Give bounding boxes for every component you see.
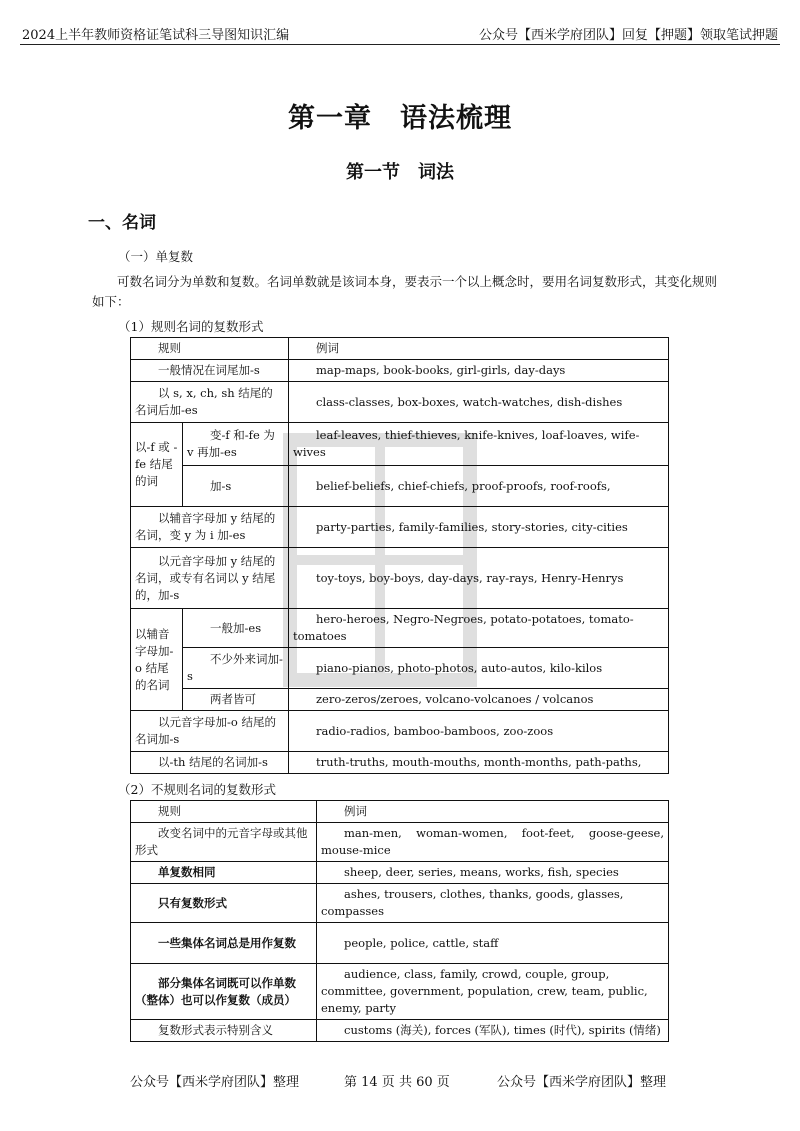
table-row	[131, 609, 669, 648]
example-cell: piano-pianos, photo-photos, auto-autos, kilo-kilos	[289, 648, 669, 689]
regular-plural-table	[130, 337, 669, 774]
page-number: 第 14 页 共 60 页	[344, 1075, 450, 1090]
rule-cell: 改变名词中的元音字母或其他形式	[131, 823, 317, 862]
table-header-row	[131, 801, 669, 823]
rule-cell: 单复数相同	[131, 862, 317, 884]
rule-cell: 加-s	[183, 466, 289, 507]
rule-cell: 不少外来词加-s	[183, 648, 289, 689]
rule-cell: 只有复数形式	[131, 884, 317, 923]
table-row	[131, 423, 669, 466]
rule-cell: 一些集体名词总是用作复数	[131, 923, 317, 964]
table-row	[131, 689, 669, 711]
table-row	[131, 1020, 669, 1042]
table-header-cell: 例词	[317, 801, 669, 823]
table-row	[131, 884, 669, 923]
table2-caption: （2）不规则名词的复数形式	[118, 782, 276, 797]
table-row	[131, 923, 669, 964]
table-row	[131, 548, 669, 609]
example-cell: hero-heroes, Negro-Negroes, potato-potatoes, tomato-tomatoes	[289, 609, 669, 648]
table-row	[131, 964, 669, 1020]
example-cell: truth-truths, mouth-mouths, month-months, path-paths,	[289, 752, 669, 774]
rule-cell: 两者皆可	[183, 689, 289, 711]
example-cell: zero-zeros/zeroes, volcano-volcanoes / volcanos	[289, 689, 669, 711]
example-cell: ashes, trousers, clothes, thanks, goods, glasses, compasses	[317, 884, 669, 923]
example-cell: radio-radios, bamboo-bamboos, zoo-zoos	[289, 711, 669, 752]
subheading-number: （一）单复数	[118, 249, 194, 264]
intro-paragraph: 可数名词分为单数和复数。名词单数就是该词本身，要表示一个以上概念时，要用名词复数形式，其变化规则如下：	[92, 274, 718, 309]
table-header-cell: 规则	[131, 338, 289, 360]
table-row	[131, 711, 669, 752]
page-header	[20, 20, 780, 45]
example-cell: party-parties, family-families, story-stories, city-cities	[289, 507, 669, 548]
footer-right: 公众号【西米学府团队】整理	[497, 1075, 667, 1090]
table-row	[131, 862, 669, 884]
example-cell: people, police, cattle, staff	[317, 923, 669, 964]
rule-cell: 以辅音字母加 y 结尾的名词，变 y 为 i 加-es	[131, 507, 289, 548]
header-right-text: 公众号【西米学府团队】回复【押题】领取笔试押题	[478, 28, 778, 43]
table-row	[131, 648, 669, 689]
irregular-plural-table	[130, 800, 669, 1042]
table-row	[131, 823, 669, 862]
table-row	[131, 752, 669, 774]
rule-cell: 以-th 结尾的名词加-s	[131, 752, 289, 774]
footer-left: 公众号【西米学府团队】整理	[130, 1075, 300, 1090]
rule-cell: 复数形式表示特别含义	[131, 1020, 317, 1042]
table-row	[131, 382, 669, 423]
heading-nouns: 一、名词	[88, 213, 156, 233]
group-rule-cell: 以辅音字母加-o 结尾的名词	[131, 609, 183, 711]
table1-caption: （1）规则名词的复数形式	[118, 319, 264, 334]
example-cell: audience, class, family, crowd, couple, group, committee, government, population, crew, team, public, enemy, party	[317, 964, 669, 1020]
section-title: 第一节 词法	[346, 162, 454, 183]
rule-cell: 一般情况在词尾加-s	[131, 360, 289, 382]
example-cell: map-maps, book-books, girl-girls, day-days	[289, 360, 669, 382]
rule-cell: 以元音字母加 y 结尾的名词，或专有名词以 y 结尾的，加-s	[131, 548, 289, 609]
table-header-row	[131, 338, 669, 360]
example-cell: man-men, woman-women, foot-feet, goose-geese, mouse-mice	[317, 823, 669, 862]
example-cell: leaf-leaves, thief-thieves, knife-knives, loaf-loaves, wife-wives	[289, 423, 669, 466]
chapter-title: 第一章 语法梳理	[288, 103, 512, 134]
table-row	[131, 507, 669, 548]
rule-cell: 以元音字母加-o 结尾的名词加-s	[131, 711, 289, 752]
example-cell: toy-toys, boy-boys, day-days, ray-rays, Henry-Henrys	[289, 548, 669, 609]
rule-cell: 变-f 和-fe 为 v 再加-es	[183, 423, 289, 466]
table-header-cell: 规则	[131, 801, 317, 823]
example-cell: customs (海关), forces (军队), times (时代), spirits (情绪)	[317, 1020, 669, 1042]
example-cell: belief-beliefs, chief-chiefs, proof-proofs, roof-roofs,	[289, 466, 669, 507]
table-row	[131, 466, 669, 507]
rule-cell: 部分集体名词既可以作单数（整体）也可以作复数（成员）	[131, 964, 317, 1020]
example-cell: sheep, deer, series, means, works, fish, species	[317, 862, 669, 884]
table-header-cell: 例词	[289, 338, 669, 360]
example-cell: class-classes, box-boxes, watch-watches, dish-dishes	[289, 382, 669, 423]
table-row	[131, 360, 669, 382]
header-left-text: 2024上半年教师资格证笔试科三导图知识汇编	[22, 28, 290, 43]
group-rule-cell: 以-f 或 -fe 结尾的词	[131, 423, 183, 507]
rule-cell: 一般加-es	[183, 609, 289, 648]
rule-cell: 以 s, x, ch, sh 结尾的名词后加-es	[131, 382, 289, 423]
